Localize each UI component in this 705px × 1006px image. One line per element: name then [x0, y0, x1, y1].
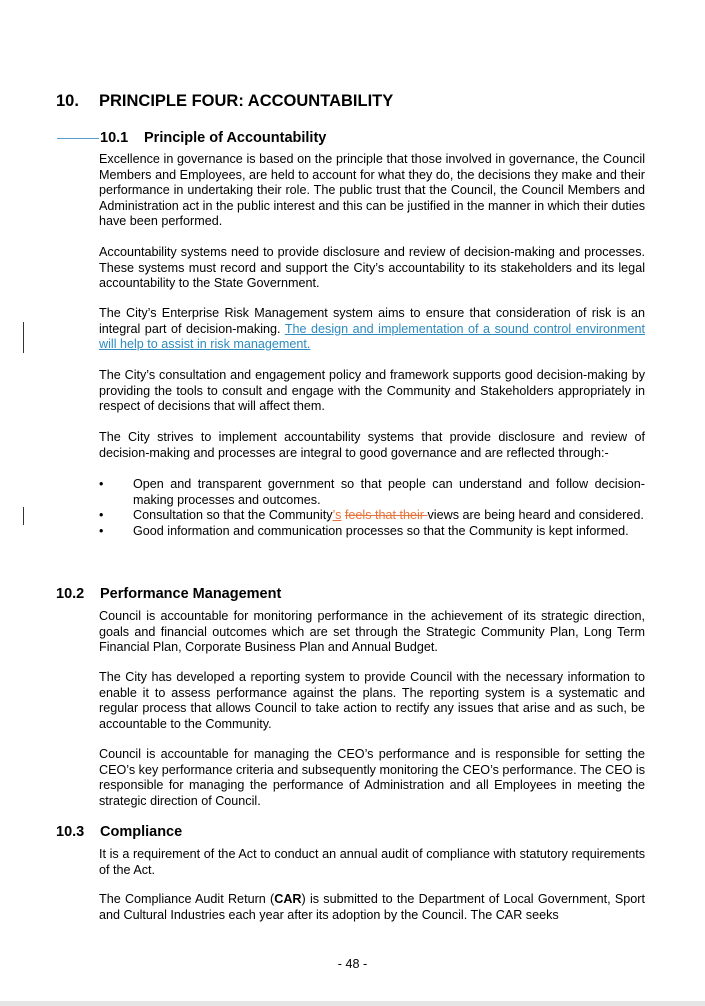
page-bottom-edge	[0, 1001, 705, 1006]
bullet-icon: •	[99, 477, 104, 491]
list-item	[99, 524, 645, 540]
subsection-title: Compliance	[100, 824, 183, 840]
paragraph: The City has developed a reporting system to provide Council with the necessary information to enable it to assess performance against the plans. The reporting system is a systematic and regular process that allows Council to take action to rectify any issues that arise and as such, be accountable to the Community.	[99, 670, 645, 731]
subsection-number: 10.3	[56, 824, 85, 840]
paragraph: Council is accountable for managing the CEO’s performance and is responsible for setting the CEO’s key performance criteria and subsequently monitoring the CEO’s performance. The CEO is responsible for managing the performance of Administration and all Employees in meeting the strategic direction of Council.	[99, 747, 645, 808]
paragraph: Council is accountable for monitoring performance in the achievement of its strategic direction, goals and financial outcomes which are set through the Strategic Community Plan, Long Term Financial Plan, Corporate Business Plan and Annual Budget.	[99, 609, 645, 654]
tracked-deletion: feels that their	[344, 508, 428, 522]
paragraph: Accountability systems need to provide disclosure and review of decision-making and processes. These systems must record and support the City’s accountability to its stakeholders and its legal accountability to the State Government.	[99, 245, 645, 290]
tracked-insertion: ’s	[332, 508, 342, 522]
comment-anchor-line	[57, 138, 99, 139]
subsection-number: 10.2	[56, 586, 85, 602]
paragraph: The City’s consultation and engagement policy and framework supports good decision-making by providing the tools to consult and engage with the Community and Stakeholders appropriately in respect of decisions that will affect them.	[99, 368, 645, 413]
paragraph	[99, 892, 645, 923]
paragraph: It is a requirement of the Act to conduct an annual audit of compliance with statutory requirements of the Act.	[99, 847, 645, 877]
paragraph: Excellence in governance is based on the principle that those involved in governance, the Council Members and Employees, are held to account for what they do, the decisions they make and their performance in undertaking their role. The public trust that the Council, the Council Members and Administration act in the public interest and this can be justified in the manner in which their duties have been performed.	[99, 152, 645, 228]
section-number: 10.	[56, 92, 79, 110]
subsection-number: 10.1	[100, 130, 129, 146]
list-item	[99, 477, 645, 508]
change-bar	[23, 507, 24, 525]
subsection-title: Principle of Accountability	[144, 130, 327, 146]
list-item-text: Good information and communication processes so that the Community is kept informed.	[133, 523, 629, 538]
list-item-text: Open and transparent government so that people can understand and follow decision-making processes and outcomes.	[133, 477, 645, 507]
paragraph-bold-text: CAR	[274, 892, 302, 906]
subsection-title: Performance Management	[100, 586, 282, 602]
bullet-list	[99, 477, 645, 539]
bullet-icon: •	[99, 508, 104, 522]
paragraph	[99, 306, 645, 353]
paragraph-text: ) is submitted to the Department of Local Government, Sport and Cultural Industries each year after its adoption by the Council. The CAR seeks	[99, 892, 645, 922]
list-item-text: views are being heard and considered.	[427, 508, 644, 522]
list-item-text: Consultation so that the Community	[133, 508, 333, 522]
change-bar	[23, 322, 24, 353]
page-number: - 48 -	[337, 957, 368, 971]
list-item	[99, 508, 645, 524]
paragraph-text: The Compliance Audit Return (	[99, 892, 275, 906]
paragraph: The City strives to implement accountability systems that provide disclosure and review of decision-making and processes are integral to good governance and are reflected through:-	[99, 430, 645, 460]
bullet-icon: •	[99, 523, 104, 538]
section-heading	[56, 92, 393, 111]
tracked-insertion: The design and implementation of a sound control environment will help to assist in risk management.	[99, 321, 645, 351]
section-title: PRINCIPLE FOUR: ACCOUNTABILITY	[99, 92, 394, 110]
paragraph-text: The City’s Enterprise Risk Management system aims to ensure that consideration of risk is an integral part of decision-making.	[99, 306, 645, 336]
